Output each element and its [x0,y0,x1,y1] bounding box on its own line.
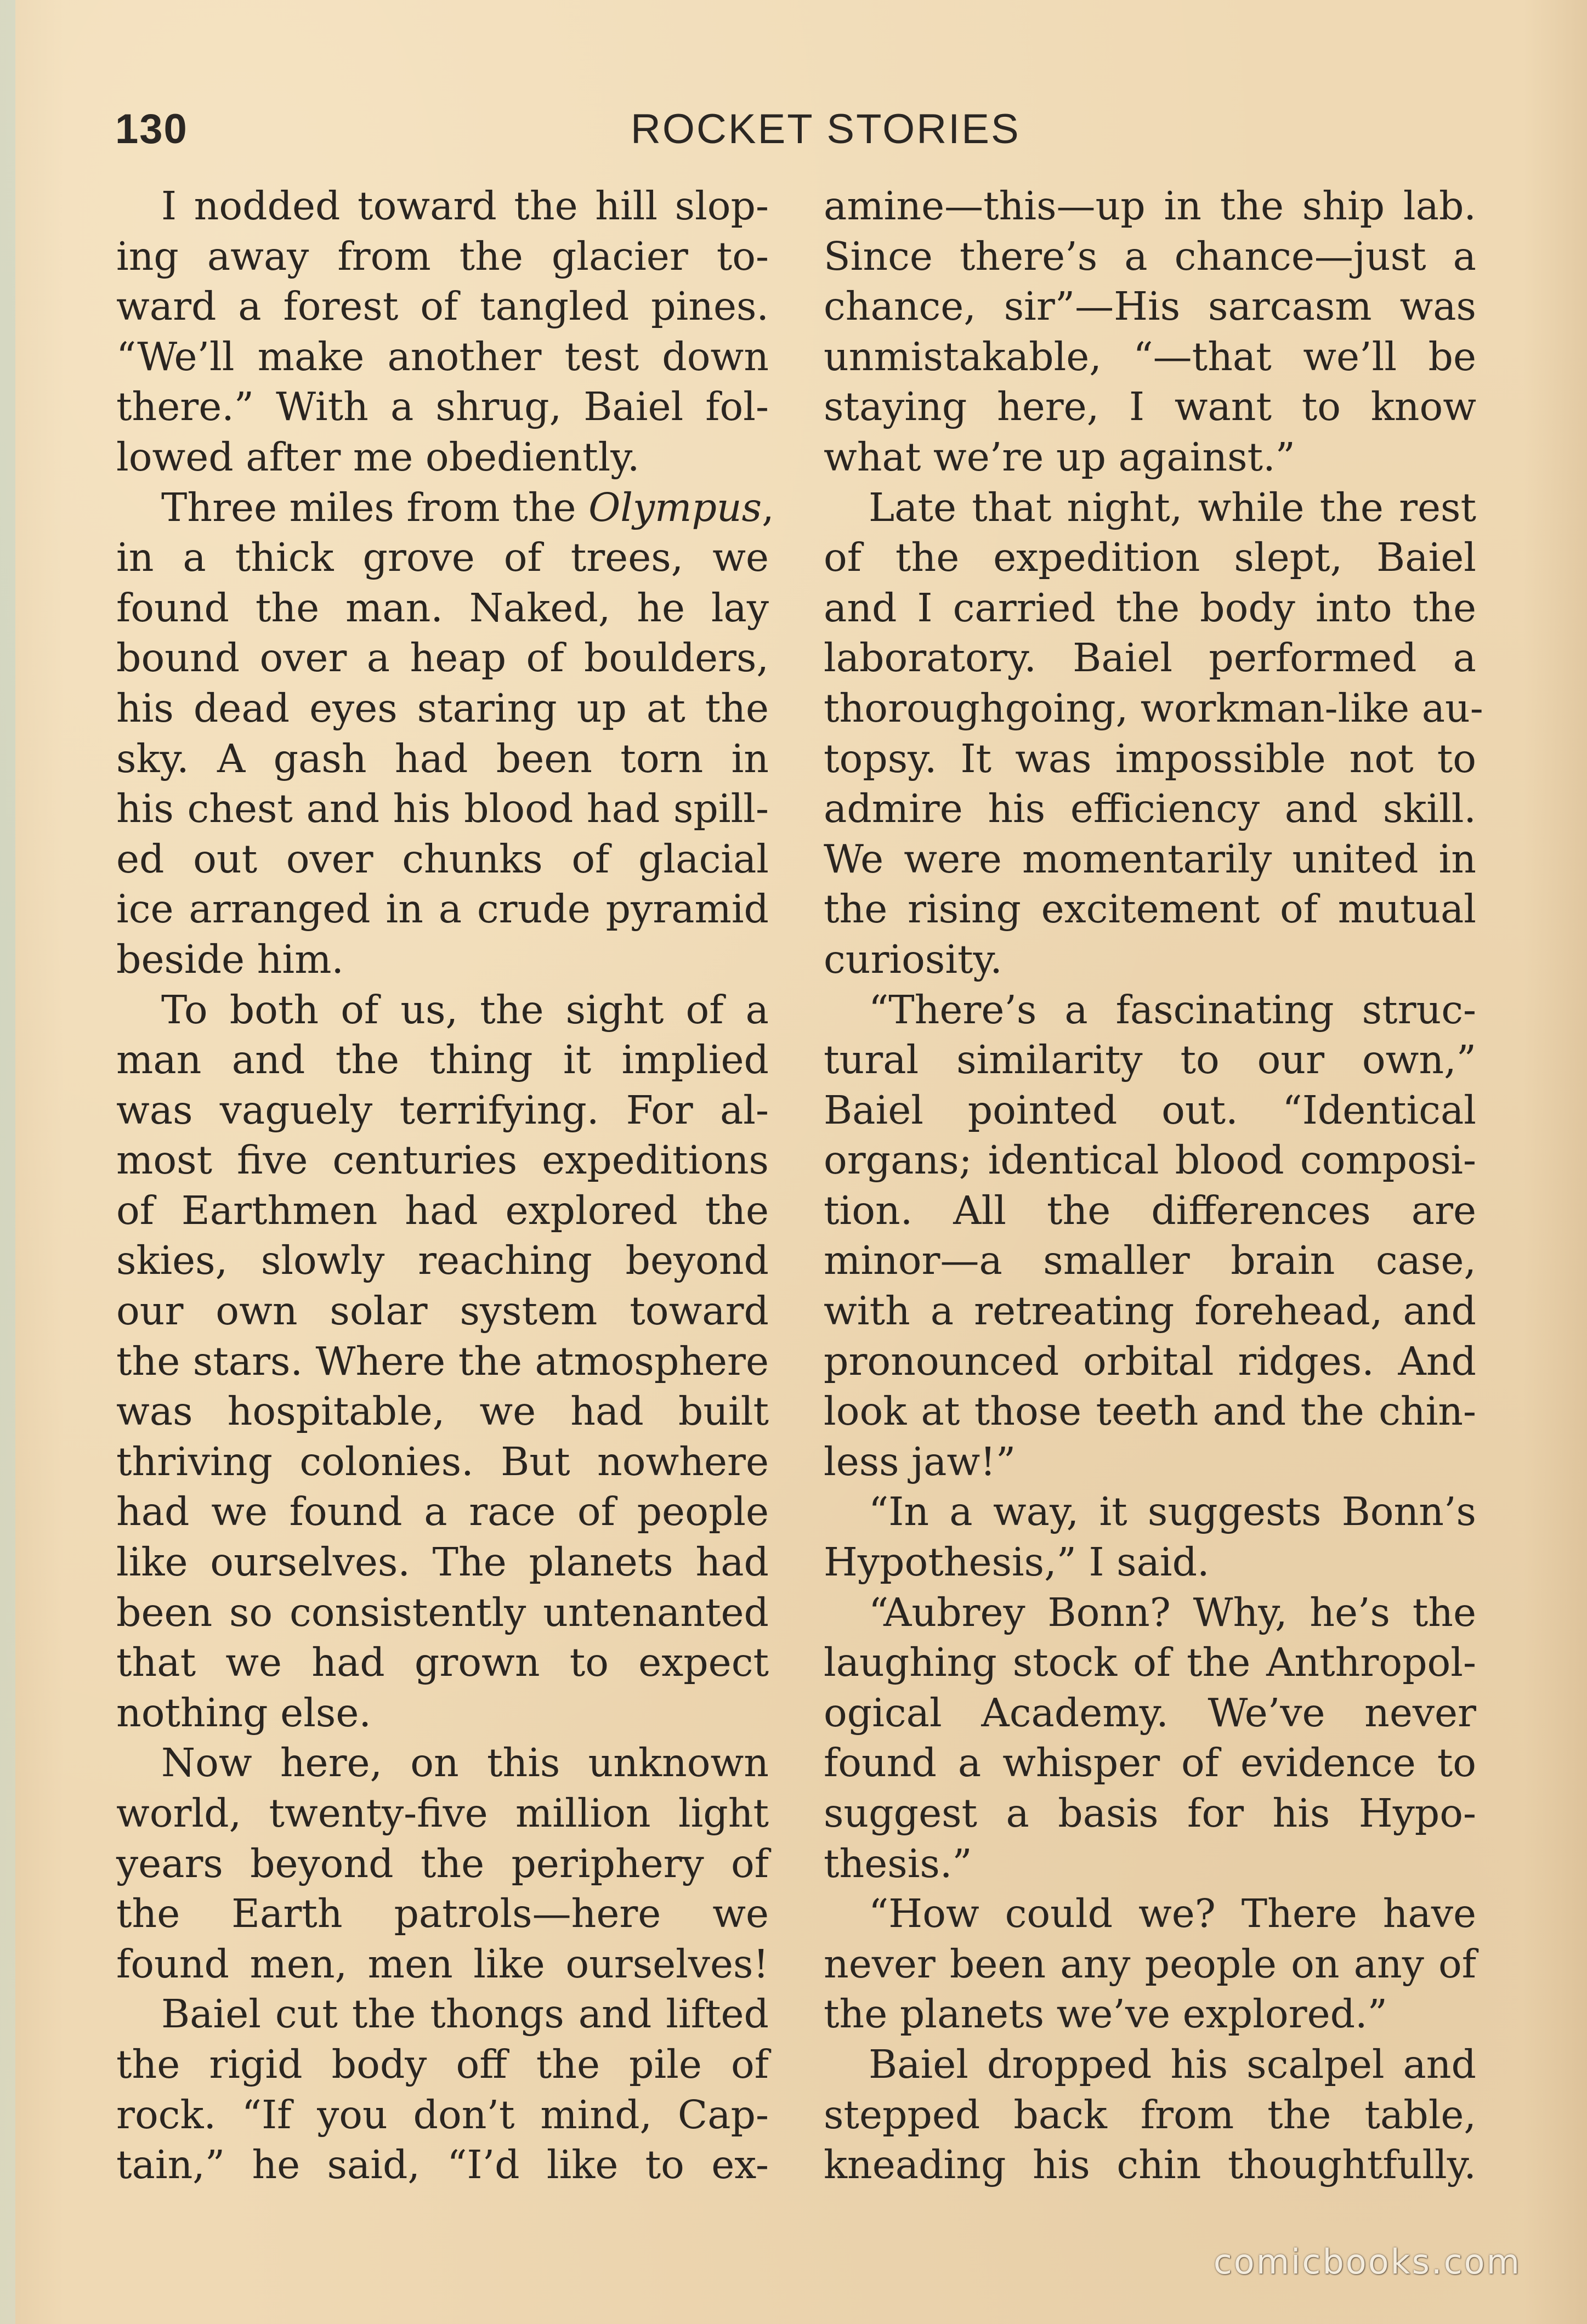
text-line [116,483,774,533]
text-line [824,1437,1476,1487]
text-line [824,1085,1476,1136]
text-line [116,432,769,483]
text-line [824,483,1476,533]
line-text: bound over a heap of boulders, [116,635,769,681]
line-punctuation: , [762,484,774,530]
line-text: staying here, I want to know [824,384,1476,430]
line-text: chance, sir”—His sarcasm was [824,284,1476,330]
line-text: of Earthmen had explored the [116,1187,769,1233]
text-line [824,1135,1476,1186]
text-line [116,181,769,231]
text-line [116,784,769,834]
text-line [824,2039,1476,2090]
text-line [824,1637,1476,1688]
line-text: world, twenty-five million light [116,1790,769,1836]
text-line [824,734,1476,784]
line-text: Baiel cut the thongs and lifted [161,1991,769,2037]
line-text: “There’s a fascinating struc- [869,987,1476,1033]
line-text: was hospitable, we had built [116,1388,769,1435]
text-line [824,1839,1476,1889]
watermark: comicbooks.com [1213,2242,1521,2282]
line-text: admire his efficiency and skill. [824,786,1476,832]
text-line [116,734,769,784]
line-text: To both of us, the sight of a [161,987,769,1033]
line-text: thoroughgoing, workman-like au- [824,685,1483,731]
line-text: what we’re up against.” [824,434,1295,480]
text-line [116,1336,769,1387]
line-text: kneading his chin thoughtfully. [824,2142,1476,2188]
text-line [116,1286,769,1336]
line-text: and I carried the body into the [824,585,1476,631]
line-text: Baiel dropped his scalpel and [869,2041,1476,2087]
text-line [824,1336,1476,1387]
line-text: curiosity. [824,936,1002,982]
left-column [116,181,774,2190]
line-text: Baiel pointed out. “Identical [824,1087,1476,1133]
line-text: his dead eyes staring up at the [116,685,769,731]
text-line [116,281,769,332]
text-line [116,1135,769,1186]
text-line [824,985,1476,1035]
line-text: nothing else. [116,1690,371,1736]
text-line [824,1588,1476,1638]
line-text: “Aubrey Bonn? Why, he’s the [869,1589,1476,1635]
line-text: our own solar system toward [116,1288,769,1334]
text-line [824,1386,1476,1437]
line-text: “We’ll make another test down [116,333,769,379]
line-text: found the man. Naked, he lay [116,585,769,631]
line-text: topsy. It was impossible not to [824,735,1476,781]
ship-name: Olympus [588,484,762,530]
text-line [116,1386,769,1437]
text-line [116,1588,769,1638]
line-text: “How could we? There have [869,1891,1476,1937]
line-text: the planets we’ve explored.” [824,1991,1387,2037]
text-line [824,532,1476,583]
line-text: look at those teeth and the chin- [824,1388,1476,1435]
line-text: ing away from the glacier to- [116,233,769,279]
text-line [824,1688,1476,1738]
line-text: Hypothesis,” I said. [824,1539,1210,1585]
line-text: lowed after me obediently. [116,434,640,480]
line-text: found men, men like ourselves! [116,1941,769,1987]
text-line [116,1035,769,1085]
text-line [116,1186,769,1236]
text-line [824,834,1476,885]
line-text: unmistakable, “—that we’ll be [824,333,1476,379]
line-text: ogical Academy. We’ve never [824,1690,1476,1736]
text-line [824,884,1476,934]
text-line [116,2090,769,2140]
line-text: there.” With a shrug, Baiel fol- [116,384,769,430]
text-line [824,1537,1476,1588]
text-line [116,1839,769,1889]
line-text: “In a way, it suggests Bonn’s [869,1489,1476,1535]
line-text: the stars. Where the atmosphere [116,1338,769,1384]
text-line [116,884,769,934]
line-text: tural similarity to our own,” [824,1037,1476,1083]
line-text: with a retreating forehead, and [824,1288,1476,1334]
line-text: ice arranged in a crude pyramid [116,886,769,932]
text-line [116,834,769,885]
text-line [116,1085,769,1136]
line-text: years beyond the periphery of [116,1840,769,1886]
line-text: skies, slowly reaching beyond [116,1238,769,1284]
text-line [824,633,1476,683]
text-line [116,1688,769,1738]
page-number: 130 [115,106,188,152]
line-text: thesis.” [824,1840,972,1886]
text-line [824,784,1476,834]
line-text: had we found a race of people [116,1489,769,1535]
text-line [116,1437,769,1487]
text-line [824,1788,1476,1839]
line-text: pronounced orbital ridges. And [824,1338,1476,1384]
text-line [824,1738,1476,1788]
text-line [116,2039,769,2090]
text-line [824,2140,1476,2190]
line-text: beside him. [116,936,344,982]
text-line [116,1989,769,2039]
text-line [116,1537,769,1588]
text-line [116,332,769,382]
line-text: minor—a smaller brain case, [824,1238,1476,1284]
text-line [824,1487,1476,1537]
line-text: amine—this—up in the ship lab. [824,183,1476,229]
text-line [116,2140,769,2190]
line-text: tain,” he said, “I’d like to ex- [116,2142,769,2188]
text-line [824,934,1476,985]
line-text: Now here, on this unknown [161,1740,769,1786]
line-text: We were momentarily united in [824,836,1476,882]
line-text: man and the thing it implied [116,1037,769,1083]
line-text: organs; identical blood composi- [824,1137,1476,1183]
line-text: never been any people on any of [824,1941,1476,1987]
line-text: suggest a basis for his Hypo- [824,1790,1476,1836]
text-line [116,1889,769,1939]
text-line [824,382,1476,432]
text-line [116,934,769,985]
text-line [824,1286,1476,1336]
line-text: I nodded toward the hill slop- [161,183,769,229]
line-text: tion. All the differences are [824,1187,1476,1233]
line-text: rock. “If you don’t mind, Cap- [116,2091,769,2138]
line-text: of the expedition slept, Baiel [824,535,1476,581]
line-text: his chest and his blood had spill- [116,786,769,832]
text-line [116,1939,769,1989]
text-line [116,1637,769,1688]
line-text: like ourselves. The planets had [116,1539,769,1585]
line-text: ward a forest of tangled pines. [116,284,769,330]
text-line [116,583,769,633]
line-text: in a thick grove of trees, we [116,535,769,581]
text-line [116,1235,769,1286]
line-text: was vaguely terrifying. For al- [116,1087,769,1133]
line-text: less jaw!” [824,1438,1016,1484]
text-line [824,432,1476,483]
text-line [824,231,1476,282]
text-line [824,281,1476,332]
line-text: sky. A gash had been torn in [116,735,769,781]
text-line [116,532,769,583]
text-line [116,1487,769,1537]
line-text: the rigid body off the pile of [116,2041,769,2087]
line-text: thriving colonies. But nowhere [116,1438,769,1484]
text-line [116,1788,769,1839]
line-text: the Earth patrols—here we [116,1891,769,1937]
line-text: been so consistently untenanted [116,1589,769,1635]
line-text: laboratory. Baiel performed a [824,635,1476,681]
text-line [824,683,1483,734]
page-header [115,105,1475,171]
line-text: the rising excitement of mutual [824,886,1476,932]
line-text: found a whisper of evidence to [824,1740,1476,1786]
right-column [824,181,1483,2190]
text-line [116,231,769,282]
line-text: Three miles from the [161,484,589,530]
text-line [116,683,769,734]
running-title: ROCKET STORIES [631,106,1021,152]
text-line [824,1186,1476,1236]
text-line [824,332,1476,382]
line-text: Since there’s a chance—just a [824,233,1476,279]
line-text: stepped back from the table, [824,2091,1476,2138]
text-line [116,633,769,683]
text-line [824,181,1476,231]
text-line [824,1889,1476,1939]
line-text: that we had grown to expect [116,1640,769,1686]
text-line [824,1235,1476,1286]
text-line [116,985,769,1035]
page-edge [0,0,15,2324]
text-line [824,1035,1476,1085]
text-line [824,2090,1476,2140]
text-line [116,1738,769,1788]
text-line [824,1989,1476,2039]
line-text: ed out over chunks of glacial [116,836,769,882]
text-line [116,382,769,432]
text-line [824,1939,1476,1989]
line-text: laughing stock of the Anthropol- [824,1640,1476,1686]
line-text: most five centuries expeditions [116,1137,769,1183]
line-text: Late that night, while the rest [869,484,1476,530]
text-line [824,583,1476,633]
